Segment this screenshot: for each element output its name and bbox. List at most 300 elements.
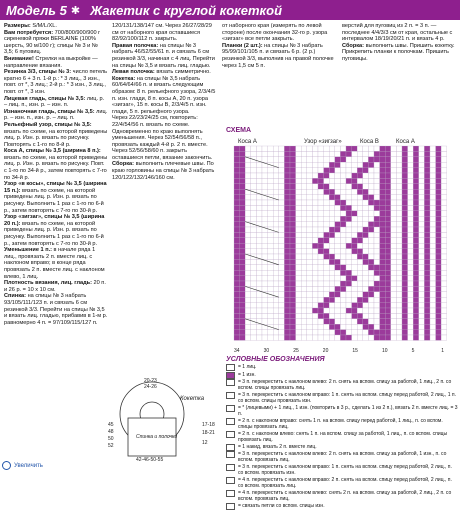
chart-cell [301, 335, 307, 340]
chart-cell [436, 276, 442, 281]
chart-cell [329, 308, 335, 313]
chart-cell [273, 173, 279, 178]
chart-cell [408, 292, 414, 297]
chart-cell [430, 292, 436, 297]
chart-cell [363, 265, 369, 270]
chart-cell [374, 281, 380, 286]
chart-cell [245, 227, 251, 232]
chart-cell [312, 173, 318, 178]
chart-cell [290, 324, 296, 329]
chart-cell [301, 200, 307, 205]
legend-item [226, 503, 458, 510]
chart-cell [368, 319, 374, 324]
chart-cell [279, 227, 285, 232]
legend-text: = 2 п. с наклоном вправо: снять 1 п. на вспом. спицу перед работой, 1 лиц., п. со вспом. спицы провязать лиц. [238, 417, 443, 430]
chart-cell [385, 297, 391, 302]
chart-cell [335, 281, 341, 286]
chart-cell [391, 184, 397, 189]
paragraph-heading: Планки (2 шт.): [222, 42, 263, 49]
chart-cell [385, 292, 391, 297]
chart-cell [240, 232, 246, 237]
paragraph-heading: Рельефный узор, спицы № 3,5: [4, 121, 92, 128]
chart-cell [312, 157, 318, 162]
chart-cell [374, 319, 380, 324]
chart-cell [335, 227, 341, 232]
paragraph-heading: Внимание! [4, 55, 34, 62]
chart-cell [436, 157, 442, 162]
chart-cell [273, 200, 279, 205]
chart-cell [346, 146, 352, 151]
chart-cell [391, 249, 397, 254]
chart-cell [363, 146, 369, 151]
chart-cell [234, 330, 240, 335]
chart-cell [430, 313, 436, 318]
chart-cell [240, 157, 246, 162]
chart-cell [357, 297, 363, 302]
chart-cell [430, 162, 436, 167]
chart-cell [419, 286, 425, 291]
chart-cell [430, 335, 436, 340]
chart-cell [352, 200, 358, 205]
chart-cell [391, 157, 397, 162]
chart-cell [424, 259, 430, 264]
chart-cell [380, 238, 386, 243]
chart-cell [256, 292, 262, 297]
chart-cell [251, 178, 257, 183]
paragraph-text: в начале ряда 1 лиц., провязать 2 п. вместе лиц. с наклоном вправо; в конце ряда провязать 2 п. вместе лиц. с наклоном влево, 1 лиц. [4, 247, 105, 280]
chart-cell [284, 265, 290, 270]
chart-cell [234, 276, 240, 281]
chart-cell [279, 232, 285, 237]
chart-cell [368, 254, 374, 259]
chart-cell [385, 151, 391, 156]
chart-cell [374, 254, 380, 259]
chart-cell [290, 157, 296, 162]
chart-cell [368, 195, 374, 200]
chart-cell [340, 276, 346, 281]
chart-cell [357, 243, 363, 248]
chart-cell [284, 249, 290, 254]
chart-cell [374, 259, 380, 264]
chart-cell [408, 238, 414, 243]
chart-cell [374, 162, 380, 167]
chart-cell [262, 238, 268, 243]
chart-cell [335, 265, 341, 270]
chart-cell [234, 168, 240, 173]
chart-cell [256, 335, 262, 340]
chart-cell [380, 211, 386, 216]
chart-cell [234, 265, 240, 270]
chart-cell [346, 162, 352, 167]
chart-cell [329, 270, 335, 275]
chart-cell [413, 330, 419, 335]
chart-cell [340, 151, 346, 156]
paragraph [4, 96, 108, 109]
chart-cell [279, 286, 285, 291]
chart-cell [256, 178, 262, 183]
chart-cell [296, 162, 302, 167]
chart-cell [391, 162, 397, 167]
chart-cell [329, 227, 335, 232]
chart-cell [430, 232, 436, 237]
chart-cell [430, 254, 436, 259]
chart-cell [251, 227, 257, 232]
chart-cell [279, 292, 285, 297]
chart-cell [234, 189, 240, 194]
chart-cell [251, 243, 257, 248]
chart-cell [245, 168, 251, 173]
chart-cell [279, 146, 285, 151]
chart-cell [262, 168, 268, 173]
chart-cell [419, 330, 425, 335]
chart-cell [413, 184, 419, 189]
chart-cell [441, 162, 447, 167]
chart-cell [279, 184, 285, 189]
chart-cell [352, 238, 358, 243]
chart-cell [368, 292, 374, 297]
chart-cell [324, 151, 330, 156]
chart-cell [391, 286, 397, 291]
chart-cell [307, 270, 313, 275]
chart-cell [424, 222, 430, 227]
chart-cell [301, 227, 307, 232]
chart-cell [335, 313, 341, 318]
chart-cell [251, 281, 257, 286]
chart-cell [262, 276, 268, 281]
chart-cell [380, 276, 386, 281]
chart-cell [346, 292, 352, 297]
chart-cell [408, 146, 414, 151]
chart-cell [251, 292, 257, 297]
chart-cell [346, 178, 352, 183]
chart-cell [385, 222, 391, 227]
chart-cell [368, 286, 374, 291]
chart-cell [279, 211, 285, 216]
chart-cell [329, 254, 335, 259]
chart-cell [307, 286, 313, 291]
chart-cell [374, 313, 380, 318]
chart-cell [324, 178, 330, 183]
paragraph [112, 161, 218, 181]
chart-cell [380, 324, 386, 329]
chart-cell [279, 151, 285, 156]
chart-cell [290, 276, 296, 281]
chart-cell [368, 232, 374, 237]
chart-cell [256, 195, 262, 200]
chart-cell [374, 270, 380, 275]
chart-cell [419, 254, 425, 259]
chart-cell [363, 168, 369, 173]
chart-cell [240, 168, 246, 173]
chart-cell [413, 281, 419, 286]
chart-cell [240, 249, 246, 254]
chart-cell [380, 281, 386, 286]
chart-cell [352, 303, 358, 308]
chart-cell [402, 259, 408, 264]
chart-cell [352, 189, 358, 194]
paragraph-text: от наборного края (измерять по левой стороне) после окончания 32-го р. узора «зигзаг» все петли закрыть. [222, 23, 328, 43]
chart-cell [346, 270, 352, 275]
chart-cell [290, 178, 296, 183]
chart-cell [396, 286, 402, 291]
chart-cell [346, 227, 352, 232]
chart-cell [324, 184, 330, 189]
chart-cell [357, 335, 363, 340]
chart-cell [279, 189, 285, 194]
chart-cell [318, 200, 324, 205]
chart-cell [251, 276, 257, 281]
chart-cell [396, 330, 402, 335]
paragraph-text: лиц. р. – изн. п., изн. р. – лиц. п. [4, 108, 108, 122]
chart-cell [318, 238, 324, 243]
chart-cell [430, 200, 436, 205]
chart-cell [251, 330, 257, 335]
chart-cell [318, 265, 324, 270]
chart-cell [290, 232, 296, 237]
chart-cell [357, 232, 363, 237]
chart-cell [245, 265, 251, 270]
chart-cell [284, 286, 290, 291]
chart-cell [424, 232, 430, 237]
chart-cell [408, 178, 414, 183]
chart-cell [279, 270, 285, 275]
chart-cell [318, 335, 324, 340]
chart-cell [240, 178, 246, 183]
chart-cell [352, 216, 358, 221]
chart-cell [441, 270, 447, 275]
chart-cell [441, 157, 447, 162]
chart-cell [312, 249, 318, 254]
chart-cell [430, 146, 436, 151]
chart-cell [329, 222, 335, 227]
chart-cell [419, 249, 425, 254]
chart-cell [279, 265, 285, 270]
chart-cell [307, 184, 313, 189]
chart-cell [340, 243, 346, 248]
chart-cell [352, 184, 358, 189]
chart-cell [346, 151, 352, 156]
chart-cell [368, 162, 374, 167]
chart-cell [424, 205, 430, 210]
chart-cell [340, 254, 346, 259]
chart-cell [312, 286, 318, 291]
chart-cell [268, 303, 274, 308]
chart-cell [329, 238, 335, 243]
chart-cell [268, 313, 274, 318]
chart-cell [391, 319, 397, 324]
chart-cell [424, 157, 430, 162]
chart-cell [413, 151, 419, 156]
chart-cell [374, 330, 380, 335]
chart-cell [408, 227, 414, 232]
chart-cell [363, 178, 369, 183]
chart-cell [240, 319, 246, 324]
chart-cell [301, 303, 307, 308]
chart-cell [424, 276, 430, 281]
chart-cell [290, 200, 296, 205]
chart-cell [363, 173, 369, 178]
chart-cell [413, 313, 419, 318]
paragraph [4, 122, 108, 148]
chart-cell [312, 162, 318, 167]
chart-cell [279, 308, 285, 313]
chart-cell [385, 324, 391, 329]
chart-cell [312, 200, 318, 205]
legend-symbol-icon [226, 372, 235, 379]
chart-cell [402, 276, 408, 281]
chart-cell [273, 178, 279, 183]
chart-cell [424, 281, 430, 286]
chart-cell [391, 254, 397, 259]
chart-cell [312, 216, 318, 221]
chart-cell [284, 330, 290, 335]
chart-cell [396, 184, 402, 189]
chart-cell [284, 243, 290, 248]
chart-cell [256, 211, 262, 216]
chart-cell [301, 222, 307, 227]
chart-cell [245, 259, 251, 264]
chart-cell [273, 276, 279, 281]
chart-cell [301, 178, 307, 183]
chart-cell [273, 265, 279, 270]
chart-cell [419, 162, 425, 167]
chart-cell [340, 146, 346, 151]
chart-cell [385, 168, 391, 173]
chart-cell [324, 313, 330, 318]
chart-cell [307, 211, 313, 216]
chart-cell [391, 265, 397, 270]
chart-cell [340, 292, 346, 297]
chart-cell [402, 249, 408, 254]
chart-cell [408, 200, 414, 205]
chart-cell [256, 303, 262, 308]
chart-cell [284, 297, 290, 302]
chart-cell [391, 151, 397, 156]
chart-cell [363, 308, 369, 313]
chart-cell [380, 297, 386, 302]
chart-cell [413, 292, 419, 297]
chart-cell [329, 232, 335, 237]
chart-cell [436, 330, 442, 335]
chart-cell [324, 162, 330, 167]
chart-cell [290, 173, 296, 178]
instructions-column-2 [112, 23, 218, 393]
chart-cell [262, 330, 268, 335]
chart-cell [312, 168, 318, 173]
chart-cell [301, 249, 307, 254]
paragraph [4, 293, 108, 326]
chart-cell [385, 232, 391, 237]
chart-cell [408, 319, 414, 324]
chart-cell [256, 205, 262, 210]
chart-cell [312, 146, 318, 151]
legend-item [226, 418, 458, 430]
chart-cell [402, 168, 408, 173]
chart-cell [234, 211, 240, 216]
chart-cell [391, 216, 397, 221]
chart-cell [374, 216, 380, 221]
chart-cell [262, 303, 268, 308]
chart-cell [385, 200, 391, 205]
chart-cell [385, 270, 391, 275]
chart-cell [284, 178, 290, 183]
chart-cell [402, 297, 408, 302]
chart-cell [324, 330, 330, 335]
chart-cell [284, 151, 290, 156]
chart-cell [424, 313, 430, 318]
paragraph-heading: Вам потребуется: [4, 29, 54, 36]
chart-cell [290, 216, 296, 221]
chart-cell [273, 330, 279, 335]
chart-cell [256, 173, 262, 178]
chart-cell [256, 151, 262, 156]
chart-cell [335, 297, 341, 302]
chart-cell [391, 308, 397, 313]
chart-cell [424, 324, 430, 329]
chart-cell [301, 324, 307, 329]
chart-cell [296, 281, 302, 286]
chart-cell [391, 276, 397, 281]
paragraph [4, 148, 108, 181]
chart-cell [284, 292, 290, 297]
chart-cell [234, 157, 240, 162]
chart-cell [279, 157, 285, 162]
chart-cell [268, 216, 274, 221]
chart-cell [234, 173, 240, 178]
chart-cell [245, 211, 251, 216]
chart-cell [318, 324, 324, 329]
chart-cell [273, 286, 279, 291]
chart-cell [430, 324, 436, 329]
column-number: 1 [441, 348, 444, 354]
chart-cell [251, 205, 257, 210]
chart-cell [245, 297, 251, 302]
chart-cell [340, 286, 346, 291]
chart-cell [234, 227, 240, 232]
chart-cell [318, 205, 324, 210]
chart-cell [352, 286, 358, 291]
chart-cell [430, 157, 436, 162]
chart-cell [424, 330, 430, 335]
chart-cell [290, 292, 296, 297]
chart-cell [408, 222, 414, 227]
chart-cell [346, 319, 352, 324]
chart-cell [441, 184, 447, 189]
chart-cell [413, 254, 419, 259]
paragraph-text: выполнить швы. Пришить кокетку. Прикрепить планки к полочкам. Пришить пуговицы. [342, 42, 455, 62]
chart-cell [368, 281, 374, 286]
chart-cell [441, 265, 447, 270]
chart-cell [290, 211, 296, 216]
chart-cell [312, 292, 318, 297]
chart-cell [385, 205, 391, 210]
enlarge-link[interactable] [2, 461, 43, 470]
chart-cell [273, 232, 279, 237]
chart-cell [391, 200, 397, 205]
chart-cell [419, 151, 425, 156]
chart-cell [284, 308, 290, 313]
chart-cell [385, 162, 391, 167]
chart-cell [262, 319, 268, 324]
chart-cell [340, 195, 346, 200]
chart-cell [318, 254, 324, 259]
chart-cell [340, 227, 346, 232]
legend-item [226, 477, 458, 489]
legend-text: = 1 накид, вязать 2 п. вместе лиц. [238, 443, 317, 450]
chart-cell [363, 292, 369, 297]
paragraph [112, 43, 218, 69]
chart-cell [374, 151, 380, 156]
